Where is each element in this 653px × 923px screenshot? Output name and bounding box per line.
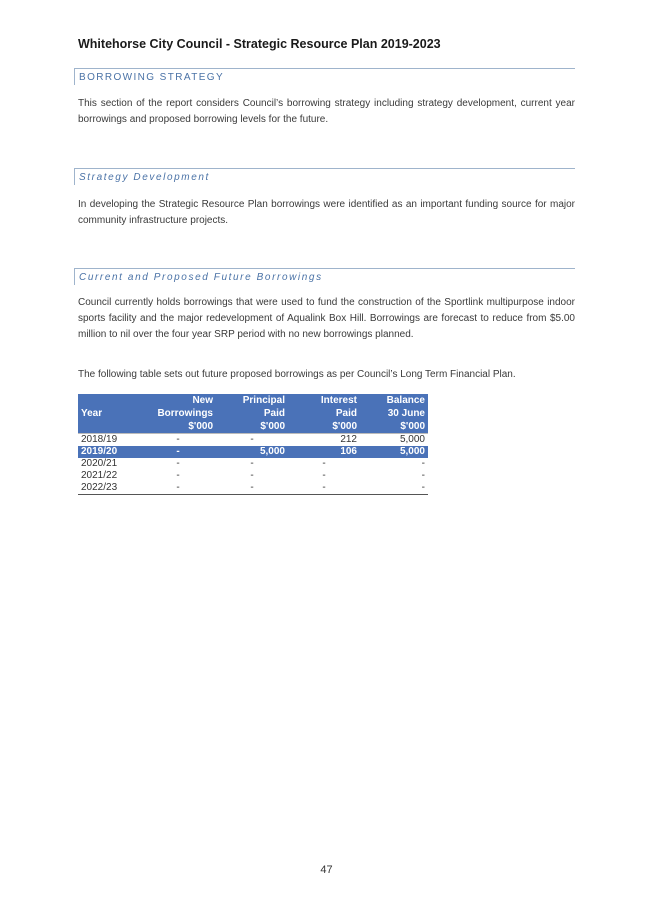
section-heading-strategy-development: Strategy Development [74, 168, 575, 185]
page-number: 47 [320, 864, 333, 876]
header-borrowings: Borrowings [140, 407, 216, 420]
header-interest-paid: Paid [288, 407, 360, 420]
table-row [78, 434, 428, 447]
table-row [78, 482, 428, 495]
cell-year: 2020/21 [81, 458, 118, 469]
borrowings-table [78, 394, 428, 495]
header-unit-new: $'000 [140, 420, 216, 434]
table-row [78, 458, 428, 470]
header-30-june: 30 June [360, 407, 428, 420]
cell-balance: 5,000 [360, 446, 428, 458]
header-balance: Balance [360, 394, 428, 407]
header-unit-balance: $'000 [360, 420, 428, 434]
cell-principal: - [250, 458, 254, 469]
cell-balance: - [421, 470, 425, 481]
cell-new: - [140, 446, 216, 458]
cell-balance: - [360, 482, 428, 495]
cell-principal: - [250, 470, 254, 481]
cell-balance: 5,000 [360, 434, 428, 447]
header-paid: Paid [216, 407, 288, 420]
header-interest: Interest [288, 394, 360, 407]
borrowing-strategy-paragraph: This section of the report considers Council’s borrowing strategy including strategy development, current year borrowings and proposed borrowing levels for the future. [78, 98, 575, 125]
table-row [78, 470, 428, 482]
header-unit-principal: $'000 [216, 420, 288, 434]
table-row-highlight [78, 446, 428, 458]
cell-new: - [140, 482, 216, 495]
cell-year: 2018/19 [78, 434, 140, 447]
section-heading-current-future-borrowings: Current and Proposed Future Borrowings [74, 268, 575, 285]
cell-interest: - [322, 470, 326, 481]
header-unit-interest: $'000 [288, 420, 360, 434]
cell-year: 2022/23 [78, 482, 140, 495]
cell-interest: - [322, 458, 326, 469]
cell-new: - [176, 458, 180, 469]
cell-principal: - [216, 434, 288, 447]
section-heading-borrowing-strategy: BORROWING STRATEGY [74, 68, 575, 85]
cell-year: 2019/20 [78, 446, 140, 458]
cell-year: 2021/22 [81, 470, 118, 481]
cell-interest: 212 [288, 434, 360, 447]
cell-interest: 106 [288, 446, 360, 458]
cell-principal: - [216, 482, 288, 495]
header-new: New [140, 394, 216, 407]
cell-new: - [176, 470, 180, 481]
page-header-title: Whitehorse City Council - Strategic Resource Plan 2019-2023 [78, 37, 441, 51]
cell-principal: 5,000 [216, 446, 288, 458]
cell-balance: - [421, 458, 425, 469]
cell-interest: - [288, 482, 360, 495]
cell-new: - [140, 434, 216, 447]
strategy-development-paragraph: In developing the Strategic Resource Plan borrowings were identified as an important funding source for major community infrastructure projects. [78, 199, 575, 226]
borrowings-table-header [78, 394, 428, 434]
current-borrowings-paragraph: Council currently holds borrowings that were used to fund the construction of the Sportlink multipurpose indoor sports facility and the major redevelopment of Aqualink Box Hill. Borrowings are forecast to reduce from $5.00 million to nil over the four year SRP period with no new borrowings planned. [78, 297, 575, 340]
table-intro-paragraph: The following table sets out future proposed borrowings as per Council’s Long Term Financial Plan. [78, 369, 516, 380]
header-year: Year [78, 407, 140, 420]
header-principal: Principal [216, 394, 288, 407]
